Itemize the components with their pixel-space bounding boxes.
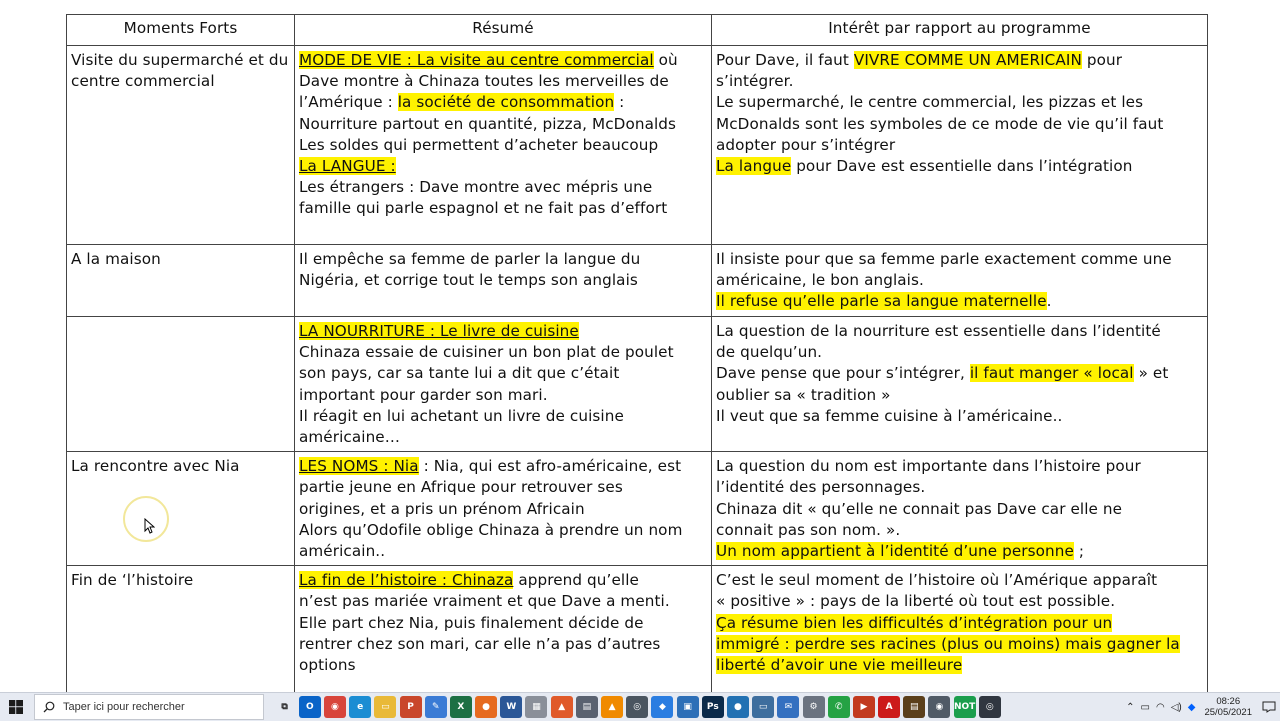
resume-cell <box>295 317 712 452</box>
tool-icon[interactable]: ▲ <box>551 696 573 718</box>
cell-line <box>299 321 707 342</box>
text-segment: origines, et a pris un prénom Africain <box>299 499 585 518</box>
text-segment: Les soldes qui permettent d’acheter beaucoup <box>299 135 659 154</box>
cell-line <box>299 499 707 520</box>
chrome-icon[interactable]: ◉ <box>324 696 346 718</box>
text-segment: Nourriture partout en quantité, pizza, McDonalds <box>299 114 677 133</box>
text-segment: partie jeune en Afrique pour retrouver ses <box>299 478 623 497</box>
vlc-icon[interactable]: ▲ <box>601 696 623 718</box>
text-segment: Il réagit en lui achetant un livre de cuisine <box>299 406 624 425</box>
cell-line <box>299 456 707 477</box>
dropbox-icon[interactable]: ◆ <box>1187 701 1196 713</box>
media-icon[interactable]: ◆ <box>651 696 673 718</box>
photos-icon[interactable]: ▣ <box>677 696 699 718</box>
highlighted-text: La fin de l’histoire : Chinaza <box>299 571 514 590</box>
moment-cell: Fin de ‘l’histoire <box>67 566 295 692</box>
outlook-icon[interactable]: O <box>299 696 321 718</box>
text-segment: Chinaza dit « qu’elle ne connait pas Dave car elle ne <box>716 499 1123 518</box>
text-segment: connait pas son nom. ». <box>716 520 901 539</box>
mail-icon[interactable]: ✉ <box>777 696 799 718</box>
cell-line <box>299 198 707 219</box>
interet-cell <box>712 46 1208 245</box>
highlighted-text: immigré : perdre ses racines (plus ou moins) mais gagner la <box>716 634 1180 653</box>
cell-line <box>299 541 707 562</box>
cell-line <box>716 114 1203 135</box>
cell-line <box>299 613 707 634</box>
text-segment: de quelqu’un. <box>716 343 823 362</box>
powerpoint-icon[interactable]: P <box>400 696 422 718</box>
table-row <box>67 46 1208 245</box>
text-segment: s’intégrer. <box>716 72 794 91</box>
text-segment: famille qui parle espagnol et ne fait pas d’effort <box>299 199 668 218</box>
clock-date: 25/05/2021 <box>1204 707 1252 718</box>
interet-cell <box>712 566 1208 692</box>
highlighted-text: la société de consommation <box>397 93 615 112</box>
highlighted-text: MODE DE VIE : La visite au centre commercial <box>299 51 654 69</box>
notification-icon[interactable] <box>1258 696 1280 718</box>
excel-icon[interactable]: X <box>450 696 472 718</box>
cell-line <box>716 499 1203 520</box>
cell-line <box>716 541 1203 562</box>
notes-icon[interactable]: ✎ <box>425 696 447 718</box>
highlighted-text: il faut manger « local <box>969 364 1134 383</box>
text-segment: Elle part chez Nia, puis finalement décide de <box>299 613 644 632</box>
cell-line <box>716 477 1203 498</box>
moment-cell <box>67 317 295 452</box>
text-segment: l’Amérique : <box>299 93 398 112</box>
text-segment: Il veut que sa femme cuisine à l’américaine.. <box>716 406 1063 425</box>
text-segment: options <box>299 656 356 675</box>
text-segment: ; <box>1073 542 1085 561</box>
text-segment: : Nia, qui est afro-américaine, est <box>418 457 682 476</box>
table-row <box>67 452 1208 566</box>
cell-line <box>299 570 707 591</box>
cell-line <box>299 363 707 384</box>
highlighted-text: liberté d’avoir une vie meilleure <box>716 656 963 675</box>
interet-cell <box>712 452 1208 566</box>
cell-line <box>716 520 1203 541</box>
text-segment: américain.. <box>299 542 386 561</box>
mouse-pointer-icon <box>144 518 155 534</box>
text-segment: adopter pour s’intégrer <box>716 135 896 154</box>
text-segment: : <box>614 93 625 112</box>
cell-line <box>716 156 1203 177</box>
cell-line <box>716 591 1203 612</box>
search-placeholder: Taper ici pour rechercher <box>63 701 185 713</box>
text-segment: . <box>1046 292 1052 311</box>
resume-cell <box>295 452 712 566</box>
text-segment: où <box>653 51 678 69</box>
text-segment: rentrer chez son mari, car elle n’a pas d’autres <box>299 634 661 653</box>
text-segment: Il insiste pour que sa femme parle exactement comme une <box>716 250 1172 268</box>
windows-icon <box>9 700 23 714</box>
cell-line <box>716 92 1203 113</box>
obs-icon[interactable]: ◎ <box>979 696 1001 718</box>
cell-line <box>299 591 707 612</box>
text-segment: apprend qu’elle <box>513 571 639 590</box>
media-player-icon[interactable]: ▶ <box>853 696 875 718</box>
text-segment: américaine, le bon anglais. <box>716 271 924 290</box>
steam-icon[interactable]: ● <box>727 696 749 718</box>
cell-line <box>716 406 1203 427</box>
text-segment: Dave montre à Chinaza toutes les merveilles de <box>299 72 669 91</box>
wifi-icon[interactable]: ◠ <box>1155 701 1165 713</box>
highlighted-text: LES NOMS : Nia <box>299 457 419 476</box>
volume-icon[interactable]: ◁) <box>1170 701 1182 713</box>
text-segment: Les étrangers : Dave montre avec mépris une <box>299 178 653 197</box>
highlighted-text: La langue <box>716 157 792 176</box>
cell-line <box>716 385 1203 406</box>
text-segment: Alors qu’Odofile oblige Chinaza à prendre un nom <box>299 520 683 539</box>
text-segment: McDonalds sont les symboles de ce mode de vie qu’il faut <box>716 114 1164 133</box>
text-segment: Pour Dave, il faut <box>716 51 854 69</box>
text-segment: La question du nom est importante dans l’histoire pour <box>716 457 1141 476</box>
resume-cell <box>295 245 712 317</box>
cell-line <box>716 634 1203 655</box>
highlighted-text: LA NOURRITURE : Le livre de cuisine <box>299 322 579 340</box>
camera-icon[interactable]: ◎ <box>626 696 648 718</box>
text-segment: son pays, car sa tante lui a dit que c’était <box>299 364 620 383</box>
text-segment: Chinaza essaie de cuisiner un bon plat de poulet <box>299 343 674 362</box>
cell-line <box>299 50 707 71</box>
cell-line <box>299 270 707 291</box>
text-segment: Le supermarché, le centre commercial, les pizzas et les <box>716 93 1144 112</box>
text-segment: pour <box>1081 51 1123 69</box>
cell-line <box>299 342 707 363</box>
interet-cell <box>712 317 1208 452</box>
cell-line <box>299 477 707 498</box>
cell-line <box>716 291 1203 312</box>
cell-line <box>716 613 1203 634</box>
resume-cell <box>295 46 712 245</box>
taskbar-clock[interactable] <box>1204 696 1252 718</box>
highlighted-text: Il refuse qu’elle parle sa langue maternelle <box>716 292 1047 311</box>
cell-line <box>299 135 707 156</box>
cell-line <box>299 385 707 406</box>
moment-cell: La rencontre avec Nia <box>67 452 295 566</box>
moment-cell: Visite du supermarché et du centre commercial <box>67 46 295 245</box>
text-segment: l’identité des personnages. <box>716 478 926 497</box>
settings-icon[interactable]: ⚙ <box>803 696 825 718</box>
cell-line <box>716 655 1203 676</box>
explorer-icon[interactable]: ▭ <box>374 696 396 718</box>
text-segment: « positive » : pays de la liberté où tout est possible. <box>716 592 1116 611</box>
cell-line <box>716 249 1203 270</box>
cell-line <box>299 92 707 113</box>
cell-line <box>299 655 707 676</box>
cell-line <box>716 570 1203 591</box>
network-icon[interactable]: ▭ <box>1140 701 1150 713</box>
moments-table <box>66 14 1208 692</box>
text-segment: oublier sa « tradition » <box>716 385 891 404</box>
cell-line <box>716 363 1203 384</box>
search-icon <box>35 701 63 713</box>
firefox-icon[interactable]: ● <box>475 696 497 718</box>
table-row <box>67 566 1208 692</box>
task-view-icon[interactable]: ⧉ <box>274 696 296 718</box>
text-segment: important pour garder son mari. <box>299 385 548 404</box>
system-tray <box>1123 696 1280 718</box>
notes-app-icon[interactable]: NOT <box>954 696 976 718</box>
text-segment: Nigéria, et corrige tout le temps son anglais <box>299 271 638 290</box>
highlighted-text: Un nom appartient à l’identité d’une personne <box>716 542 1074 561</box>
text-segment: Dave pense que pour s’intégrer, <box>716 364 970 383</box>
display-icon[interactable]: ▭ <box>752 696 774 718</box>
cell-line <box>716 135 1203 156</box>
cell-line <box>716 50 1203 71</box>
recorder-icon[interactable]: ◉ <box>928 696 950 718</box>
text-segment: Il empêche sa femme de parler la langue du <box>299 250 641 268</box>
text-segment: La question de la nourriture est essentielle dans l’identité <box>716 322 1161 340</box>
cell-line <box>299 71 707 92</box>
header-resume: Résumé <box>295 15 712 46</box>
cell-line <box>299 634 707 655</box>
highlighted-text: La LANGUE : <box>299 157 396 176</box>
start-button[interactable] <box>0 693 32 721</box>
highlighted-text: Ça résume bien les difficultés d’intégration pour un <box>716 613 1113 632</box>
resume-cell <box>295 566 712 692</box>
cell-line <box>716 321 1203 342</box>
edge-icon[interactable]: e <box>349 696 371 718</box>
interet-cell <box>712 245 1208 317</box>
taskbar-search[interactable] <box>34 694 264 720</box>
spreadsheet-icon[interactable]: ▦ <box>525 696 547 718</box>
cell-line <box>299 177 707 198</box>
text-segment: américaine… <box>299 428 401 447</box>
cell-line <box>299 156 707 177</box>
text-segment: n’est pas mariée vraiment et que Dave a menti. <box>299 592 670 611</box>
text-segment: C’est le seul moment de l’histoire où l’Amérique apparaît <box>716 571 1158 590</box>
cell-line <box>299 114 707 135</box>
text-segment: pour Dave est essentielle dans l’intégration <box>791 157 1133 176</box>
cell-line <box>299 249 707 270</box>
taskbar <box>0 692 1280 721</box>
clock-time: 08:26 <box>1216 696 1241 707</box>
header-interet: Intérêt par rapport au programme <box>712 15 1208 46</box>
highlighted-text: VIVRE COMME UN AMERICAIN <box>853 51 1082 69</box>
cell-line <box>716 270 1203 291</box>
cell-line <box>299 427 707 448</box>
word-icon[interactable]: W <box>500 696 522 718</box>
table-row <box>67 317 1208 452</box>
table-header-row <box>67 15 1208 46</box>
chevron-up-icon[interactable]: ⌃ <box>1126 701 1135 713</box>
cell-line <box>716 71 1203 92</box>
cell-line <box>299 520 707 541</box>
whatsapp-icon[interactable]: ✆ <box>828 696 850 718</box>
header-moments: Moments Forts <box>67 15 295 46</box>
cell-line <box>716 456 1203 477</box>
cell-line <box>299 406 707 427</box>
moment-cell: A la maison <box>67 245 295 317</box>
cell-line <box>716 342 1203 363</box>
taskbar-apps <box>272 696 1002 718</box>
table-row <box>67 245 1208 317</box>
pdf-icon[interactable]: A <box>878 696 900 718</box>
text-segment: » et <box>1133 364 1169 383</box>
terminal-icon[interactable]: ▤ <box>903 696 925 718</box>
photoshop-icon[interactable]: Ps <box>702 696 724 718</box>
store-icon[interactable]: ▤ <box>576 696 598 718</box>
